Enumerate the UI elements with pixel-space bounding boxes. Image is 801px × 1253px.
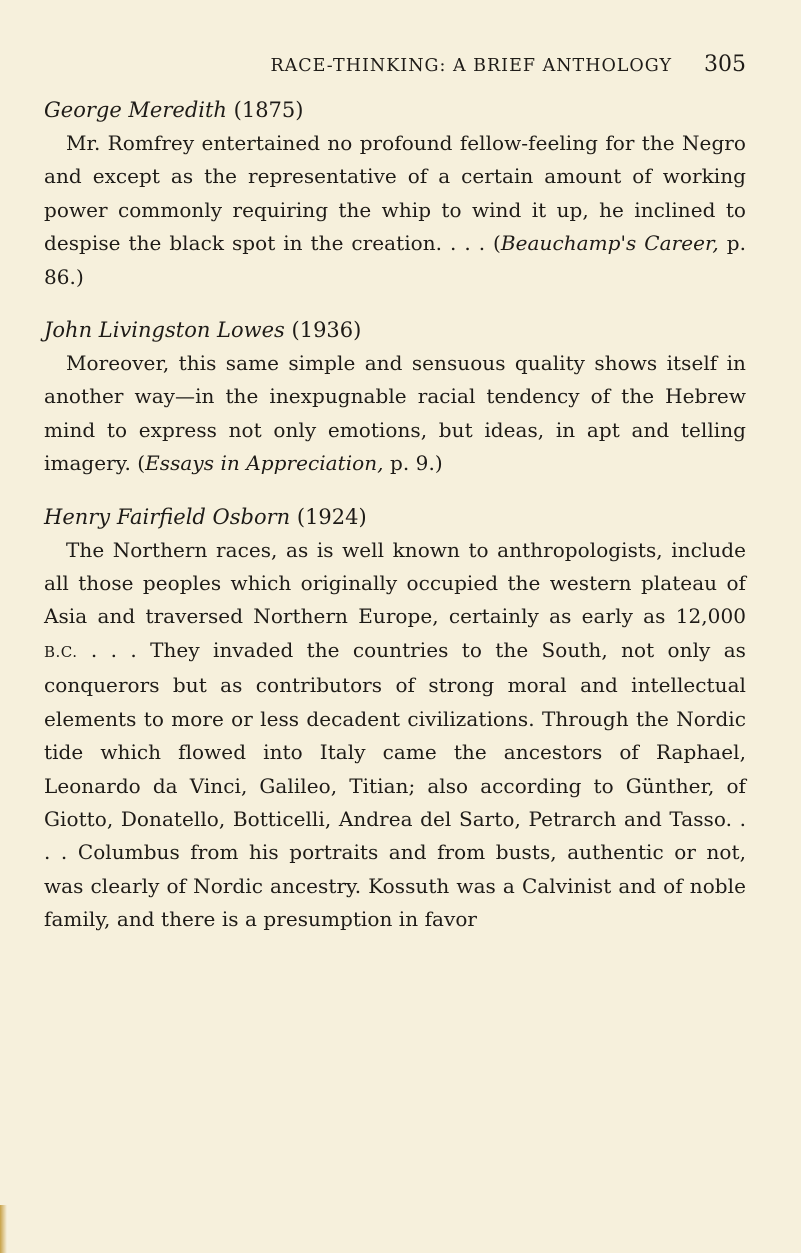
entry-lowes: [44, 314, 746, 481]
entry-year: (1936): [291, 318, 362, 343]
running-head: [44, 52, 746, 86]
entry-heading: [44, 501, 746, 534]
quotation-text: Mr. Romfrey entertained no profound fellow-feeling for the Negro and except as the representative of a certain amount of working power commonly requiring the whip to wind it up, he inclined to despise the black spot in the creation. . . . (: [44, 131, 746, 256]
entry-meredith: [44, 94, 746, 294]
page-edge-mark: [0, 1205, 7, 1253]
quotation-text-continued: . . . They invaded the countries to the South, not only as conquerors but as contributors of strong moral and intellectual elements to more or less decadent civilizations. Through the Nordic tide which flowed into Italy came the ancestors of Raphael, Leonardo da Vinci, Galileo, Titian; also according to Günther, of Giotto, Donatello, Botticelli, Andrea del Sarto, Petrarch and Tasso. . . . Columbus from his portraits and from busts, authentic or not, was clearly of Nordic ancestry. Kossuth was a Calvinist and of noble family, and there is a presumption in favor: [44, 637, 746, 932]
quotation: [44, 534, 746, 937]
author-name: George Meredith: [44, 98, 227, 122]
source-title: Beauchamp's Career,: [500, 231, 719, 256]
quotation-text: The Northern races, as is well known to anthropologists, include all those peoples which originally occupied the western plateau of Asia and traversed Northern Europe, certainly as early as 12,000: [44, 537, 746, 629]
entry-year: (1875): [233, 98, 304, 122]
source-page: p. 9.): [383, 451, 443, 476]
quotation: [44, 127, 746, 294]
author-name: Henry Fairfield Osborn: [44, 504, 291, 529]
entry-year: (1924): [296, 504, 367, 529]
entry-heading: [44, 314, 746, 347]
running-title: RACE-THINKING: A BRIEF ANTHOLOGY: [270, 56, 672, 76]
entry-heading: [44, 94, 746, 127]
page-number: 305: [704, 52, 746, 77]
book-page: [44, 52, 746, 957]
era-abbreviation: B.C.: [44, 642, 78, 661]
quotation-text: Moreover, this same simple and sensuous quality shows itself in another way—in the inexpugnable racial tendency of the Hebrew mind to express not only emotions, but ideas, in apt and telling imagery. (: [44, 351, 746, 476]
quotation: [44, 347, 746, 481]
author-name: John Livingston Lowes: [44, 318, 285, 343]
source-page: p. 86.): [44, 231, 746, 289]
source-title: Essays in Appreciation,: [145, 451, 384, 476]
entry-osborn: [44, 501, 746, 937]
